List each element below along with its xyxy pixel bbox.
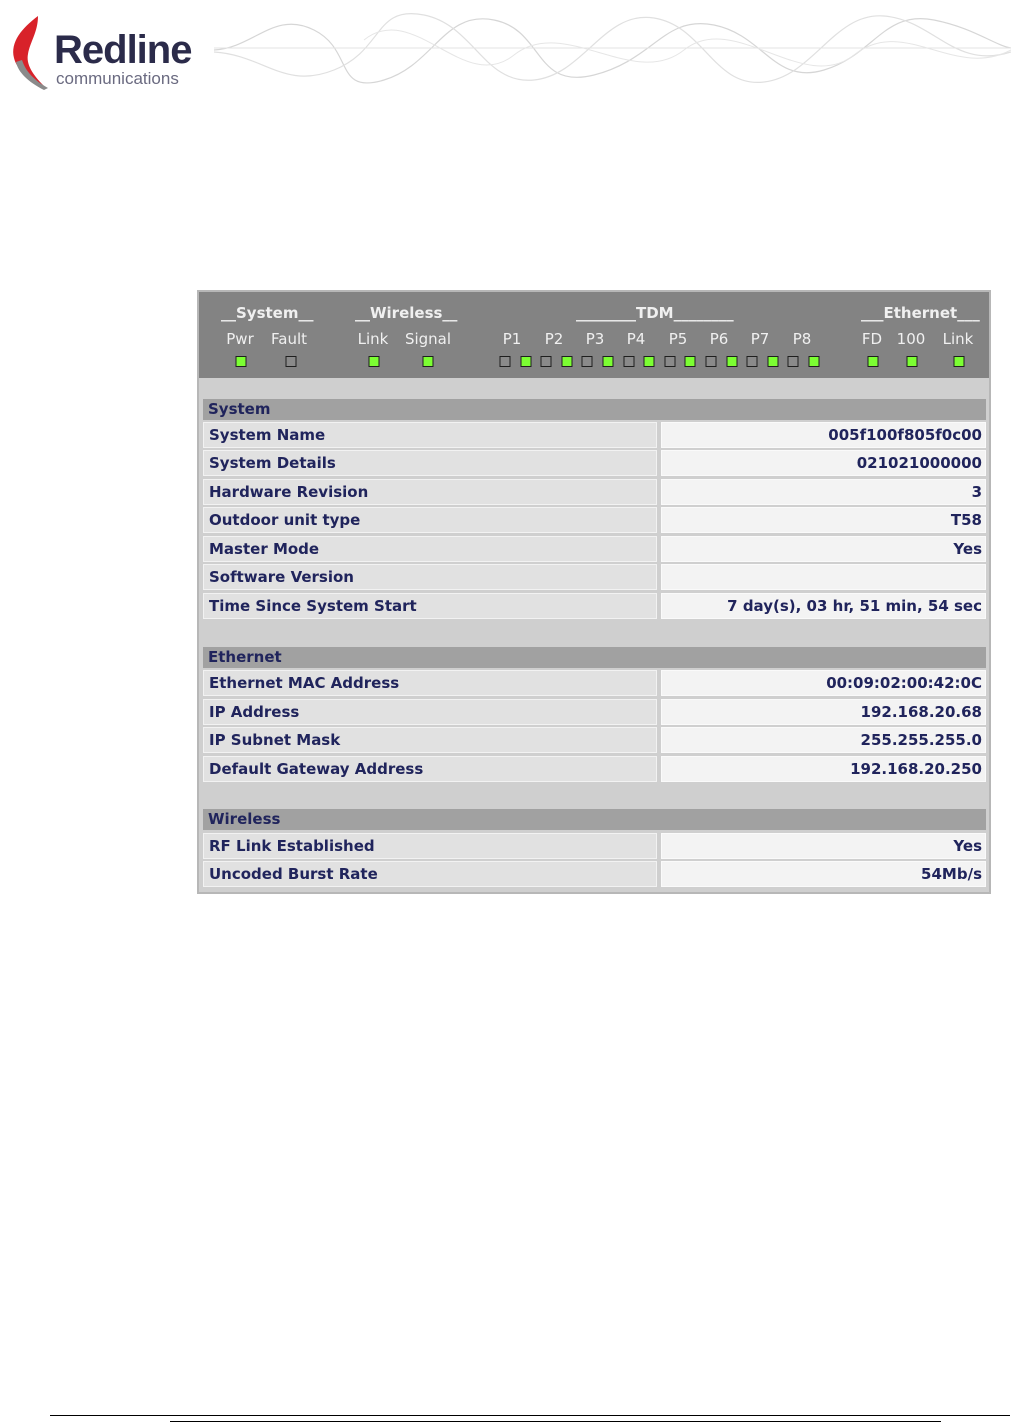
led-label-signal: Signal bbox=[404, 330, 452, 348]
tdm-led-indicator bbox=[644, 356, 655, 367]
group-label-system: __System__ bbox=[221, 304, 314, 322]
led-label-p1: P1 bbox=[502, 330, 522, 348]
led-100-indicator bbox=[907, 356, 918, 367]
tdm-led-indicator bbox=[747, 356, 758, 367]
row-label: RF Link Established bbox=[203, 833, 657, 859]
tdm-led-indicator bbox=[664, 356, 675, 367]
row-value bbox=[661, 564, 986, 590]
tdm-led-indicator bbox=[809, 356, 820, 367]
led-label-p7: P7 bbox=[750, 330, 770, 348]
group-label-tdm: ________TDM________ bbox=[576, 304, 734, 322]
section-header-system: System bbox=[203, 399, 986, 420]
row-label: System Name bbox=[203, 422, 657, 448]
row-label: Outdoor unit type bbox=[203, 507, 657, 533]
tdm-led-indicator bbox=[561, 356, 572, 367]
decorative-waves bbox=[214, 0, 1011, 100]
led-fault-indicator bbox=[286, 356, 297, 367]
row-label: Time Since System Start bbox=[203, 593, 657, 619]
row-label: IP Address bbox=[203, 699, 657, 725]
table-row bbox=[203, 479, 986, 505]
row-value: 7 day(s), 03 hr, 51 min, 54 sec bbox=[661, 593, 986, 619]
table-row bbox=[203, 833, 986, 859]
table-row bbox=[203, 727, 986, 753]
row-value: Yes bbox=[661, 833, 986, 859]
tdm-led-indicator bbox=[520, 356, 531, 367]
table-row bbox=[203, 450, 986, 476]
tdm-led-indicator bbox=[541, 356, 552, 367]
led-signal-indicator bbox=[423, 356, 434, 367]
led-label-pwr: Pwr bbox=[226, 330, 254, 348]
row-label: Uncoded Burst Rate bbox=[203, 861, 657, 887]
row-value: 3 bbox=[661, 479, 986, 505]
led-status-bar bbox=[199, 292, 989, 378]
tdm-led-indicator bbox=[603, 356, 614, 367]
table-row bbox=[203, 861, 986, 887]
logo-subtitle: communications bbox=[56, 69, 179, 88]
led-label-p4: P4 bbox=[626, 330, 646, 348]
tdm-led-indicator bbox=[767, 356, 778, 367]
row-value: 192.168.20.68 bbox=[661, 699, 986, 725]
tdm-led-indicator bbox=[788, 356, 799, 367]
status-panel bbox=[197, 290, 991, 894]
led-label-p5: P5 bbox=[668, 330, 688, 348]
led-label-p3: P3 bbox=[585, 330, 605, 348]
table-row bbox=[203, 564, 986, 590]
redline-logo bbox=[8, 14, 218, 90]
tdm-led-indicator bbox=[500, 356, 511, 367]
tdm-led-indicator bbox=[726, 356, 737, 367]
row-value: 00:09:02:00:42:0C bbox=[661, 670, 986, 696]
table-row bbox=[203, 593, 986, 619]
row-value: T58 bbox=[661, 507, 986, 533]
group-label-ethernet: ___Ethernet___ bbox=[861, 304, 980, 322]
led-link-indicator bbox=[369, 356, 380, 367]
row-value: 54Mb/s bbox=[661, 861, 986, 887]
row-value: 255.255.255.0 bbox=[661, 727, 986, 753]
section-header-ethernet: Ethernet bbox=[203, 647, 986, 668]
led-pwr-indicator bbox=[236, 356, 247, 367]
led-fd-indicator bbox=[868, 356, 879, 367]
row-label: Hardware Revision bbox=[203, 479, 657, 505]
row-label: Software Version bbox=[203, 564, 657, 590]
section-header-wireless: Wireless bbox=[203, 809, 986, 830]
table-row bbox=[203, 756, 986, 782]
row-label: System Details bbox=[203, 450, 657, 476]
row-label: Default Gateway Address bbox=[203, 756, 657, 782]
led-label-p2: P2 bbox=[544, 330, 564, 348]
logo-wordmark: Redline bbox=[54, 28, 192, 72]
row-value: 192.168.20.250 bbox=[661, 756, 986, 782]
led-eth-link-indicator bbox=[954, 356, 965, 367]
row-label: Master Mode bbox=[203, 536, 657, 562]
led-label-fault: Fault bbox=[271, 330, 307, 348]
led-label-fd: FD bbox=[861, 330, 883, 348]
table-row bbox=[203, 536, 986, 562]
row-label: IP Subnet Mask bbox=[203, 727, 657, 753]
led-label-p6: P6 bbox=[709, 330, 729, 348]
led-label-100: 100 bbox=[896, 330, 926, 348]
row-value: 021021000000 bbox=[661, 450, 986, 476]
led-label-p8: P8 bbox=[792, 330, 812, 348]
footer-divider bbox=[50, 1415, 1010, 1416]
tdm-led-indicator bbox=[623, 356, 634, 367]
row-value: Yes bbox=[661, 536, 986, 562]
table-row bbox=[203, 507, 986, 533]
row-value: 005f100f805f0c00 bbox=[661, 422, 986, 448]
table-row bbox=[203, 670, 986, 696]
table-row bbox=[203, 699, 986, 725]
tdm-led-indicator bbox=[685, 356, 696, 367]
table-row bbox=[203, 422, 986, 448]
tdm-led-indicator bbox=[706, 356, 717, 367]
redline-swoosh-icon bbox=[8, 14, 54, 90]
led-label-link: Link bbox=[357, 330, 389, 348]
group-label-wireless: __Wireless__ bbox=[355, 304, 458, 322]
led-label-eth-link: Link bbox=[942, 330, 974, 348]
tdm-led-indicator bbox=[582, 356, 593, 367]
footer-divider-inner bbox=[170, 1421, 941, 1422]
row-label: Ethernet MAC Address bbox=[203, 670, 657, 696]
